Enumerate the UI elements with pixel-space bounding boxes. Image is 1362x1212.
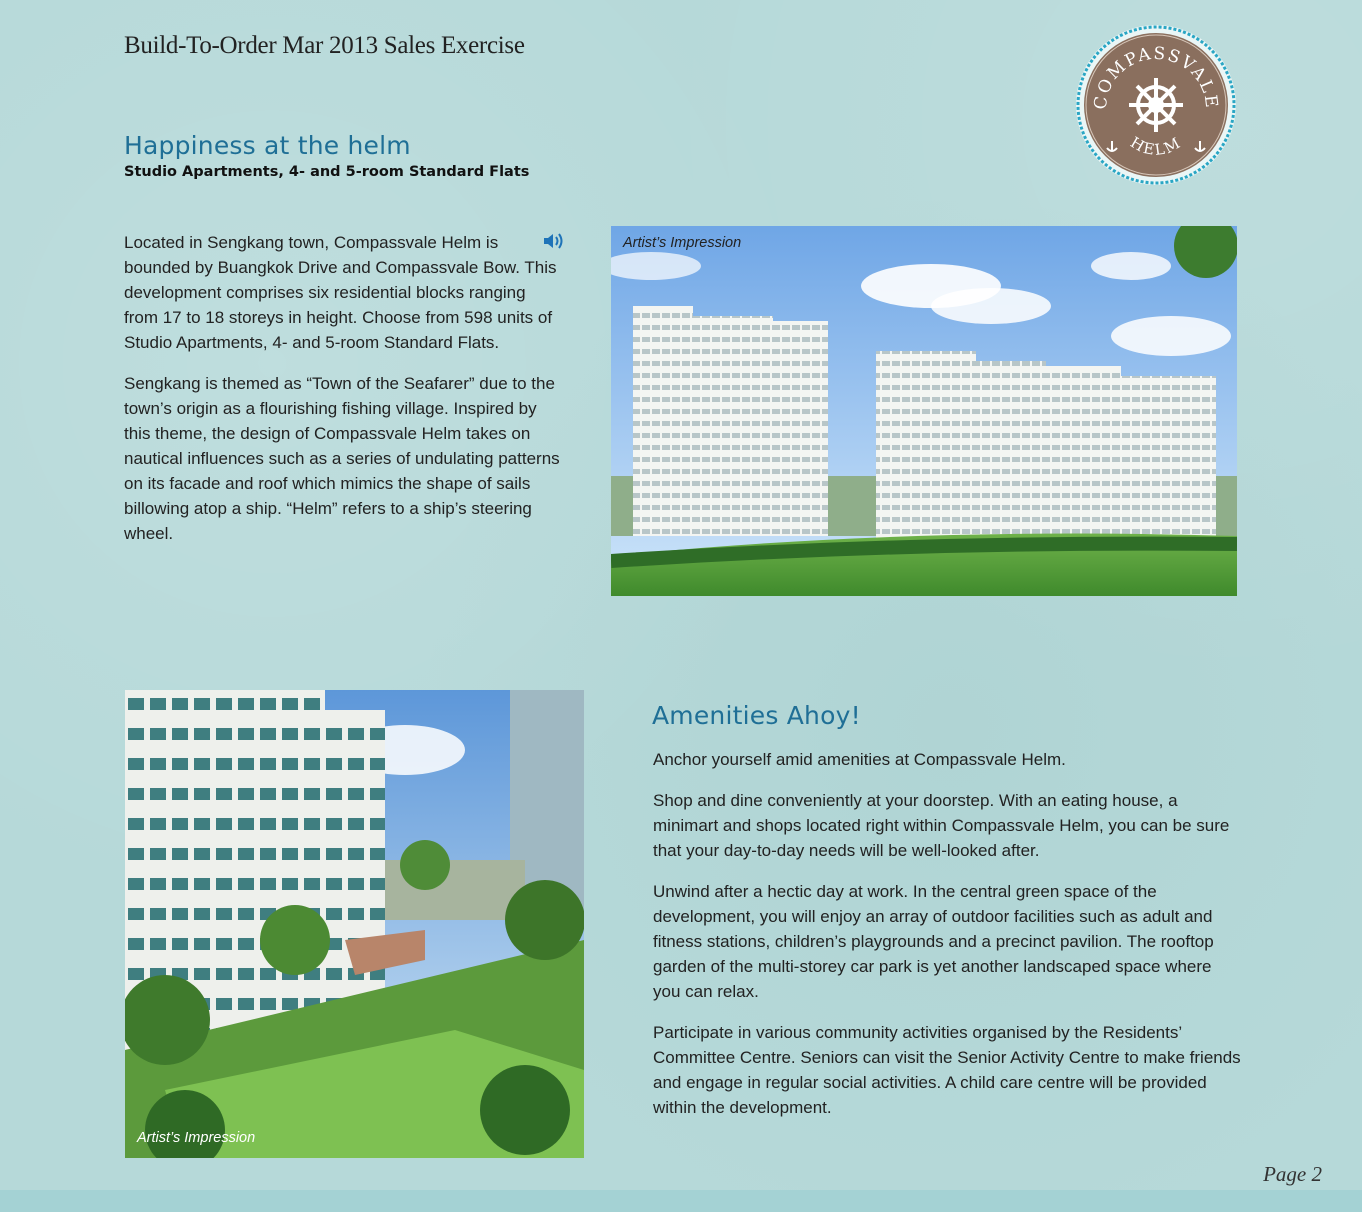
intro-paragraph: Located in Sengkang town, Compassvale Helm is bounded by Buangkok Drive and Compassvale Bow. This development comprises six residential blocks ranging from 17 to 18 storeys in height. Choose from 598 units of Studio Apartments, 4- and 5-room Standard Flats. [124,233,557,352]
building-exterior-image [611,226,1237,596]
speaker-audio-icon[interactable] [542,232,564,250]
svg-text:HELM: HELM [1127,133,1185,159]
amenities-text-block [653,747,1243,1120]
image-caption: Artist’s Impression [137,1130,256,1146]
section-heading-amenities: Amenities Ahoy! [652,701,861,730]
community-paragraph: Participate in various community activities organised by the Residents’ Committee Centre. Seniors can visit the Senior Activity Centre to make friends and engage in regular social activities. A child care centre will be provided within the development. [653,1023,1241,1117]
ship-wheel-icon [1129,78,1183,132]
bottom-band [0,1190,1362,1212]
unwind-paragraph: Unwind after a hectic day at work. In the central green space of the development, you will enjoy an array of outdoor facilities such as adult and fitness stations, children’s playgrounds and a precinct pavilion. The rooftop garden of the multi-storey car park is yet another landscaped space where you can relax. [653,882,1214,1001]
theme-paragraph: Sengkang is themed as “Town of the Seafarer” due to the town’s origin as a flourishing fishing village. Inspired by this theme, the design of Compassvale Helm takes on nautical influences such as a series of undulating patterns on its facade and roof which mimics the shape of sails billowing atop a ship. “Helm” refers to a ship’s steering wheel. [124,374,560,543]
section-heading-happiness: Happiness at the helm [124,131,411,160]
page-header-title: Build-To-Order Mar 2013 Sales Exercise [124,32,525,59]
section-subheading: Studio Apartments, 4- and 5-room Standard Flats [124,164,530,180]
amenities-intro-paragraph: Anchor yourself amid amenities at Compassvale Helm. [653,750,1066,769]
compassvale-helm-logo [1074,23,1238,187]
intro-text-block [124,230,564,546]
image-caption: Artist’s Impression [623,235,742,251]
shop-dine-paragraph: Shop and dine conveniently at your doorstep. With an eating house, a minimart and shops located right within Compassvale Helm, you can be sure that your day-to-day needs will be well-looked after. [653,791,1230,860]
garden-courtyard-image [125,690,584,1158]
svg-text:COMPASSVALE: COMPASSVALE [1090,43,1222,111]
page-number: Page 2 [1263,1162,1322,1186]
